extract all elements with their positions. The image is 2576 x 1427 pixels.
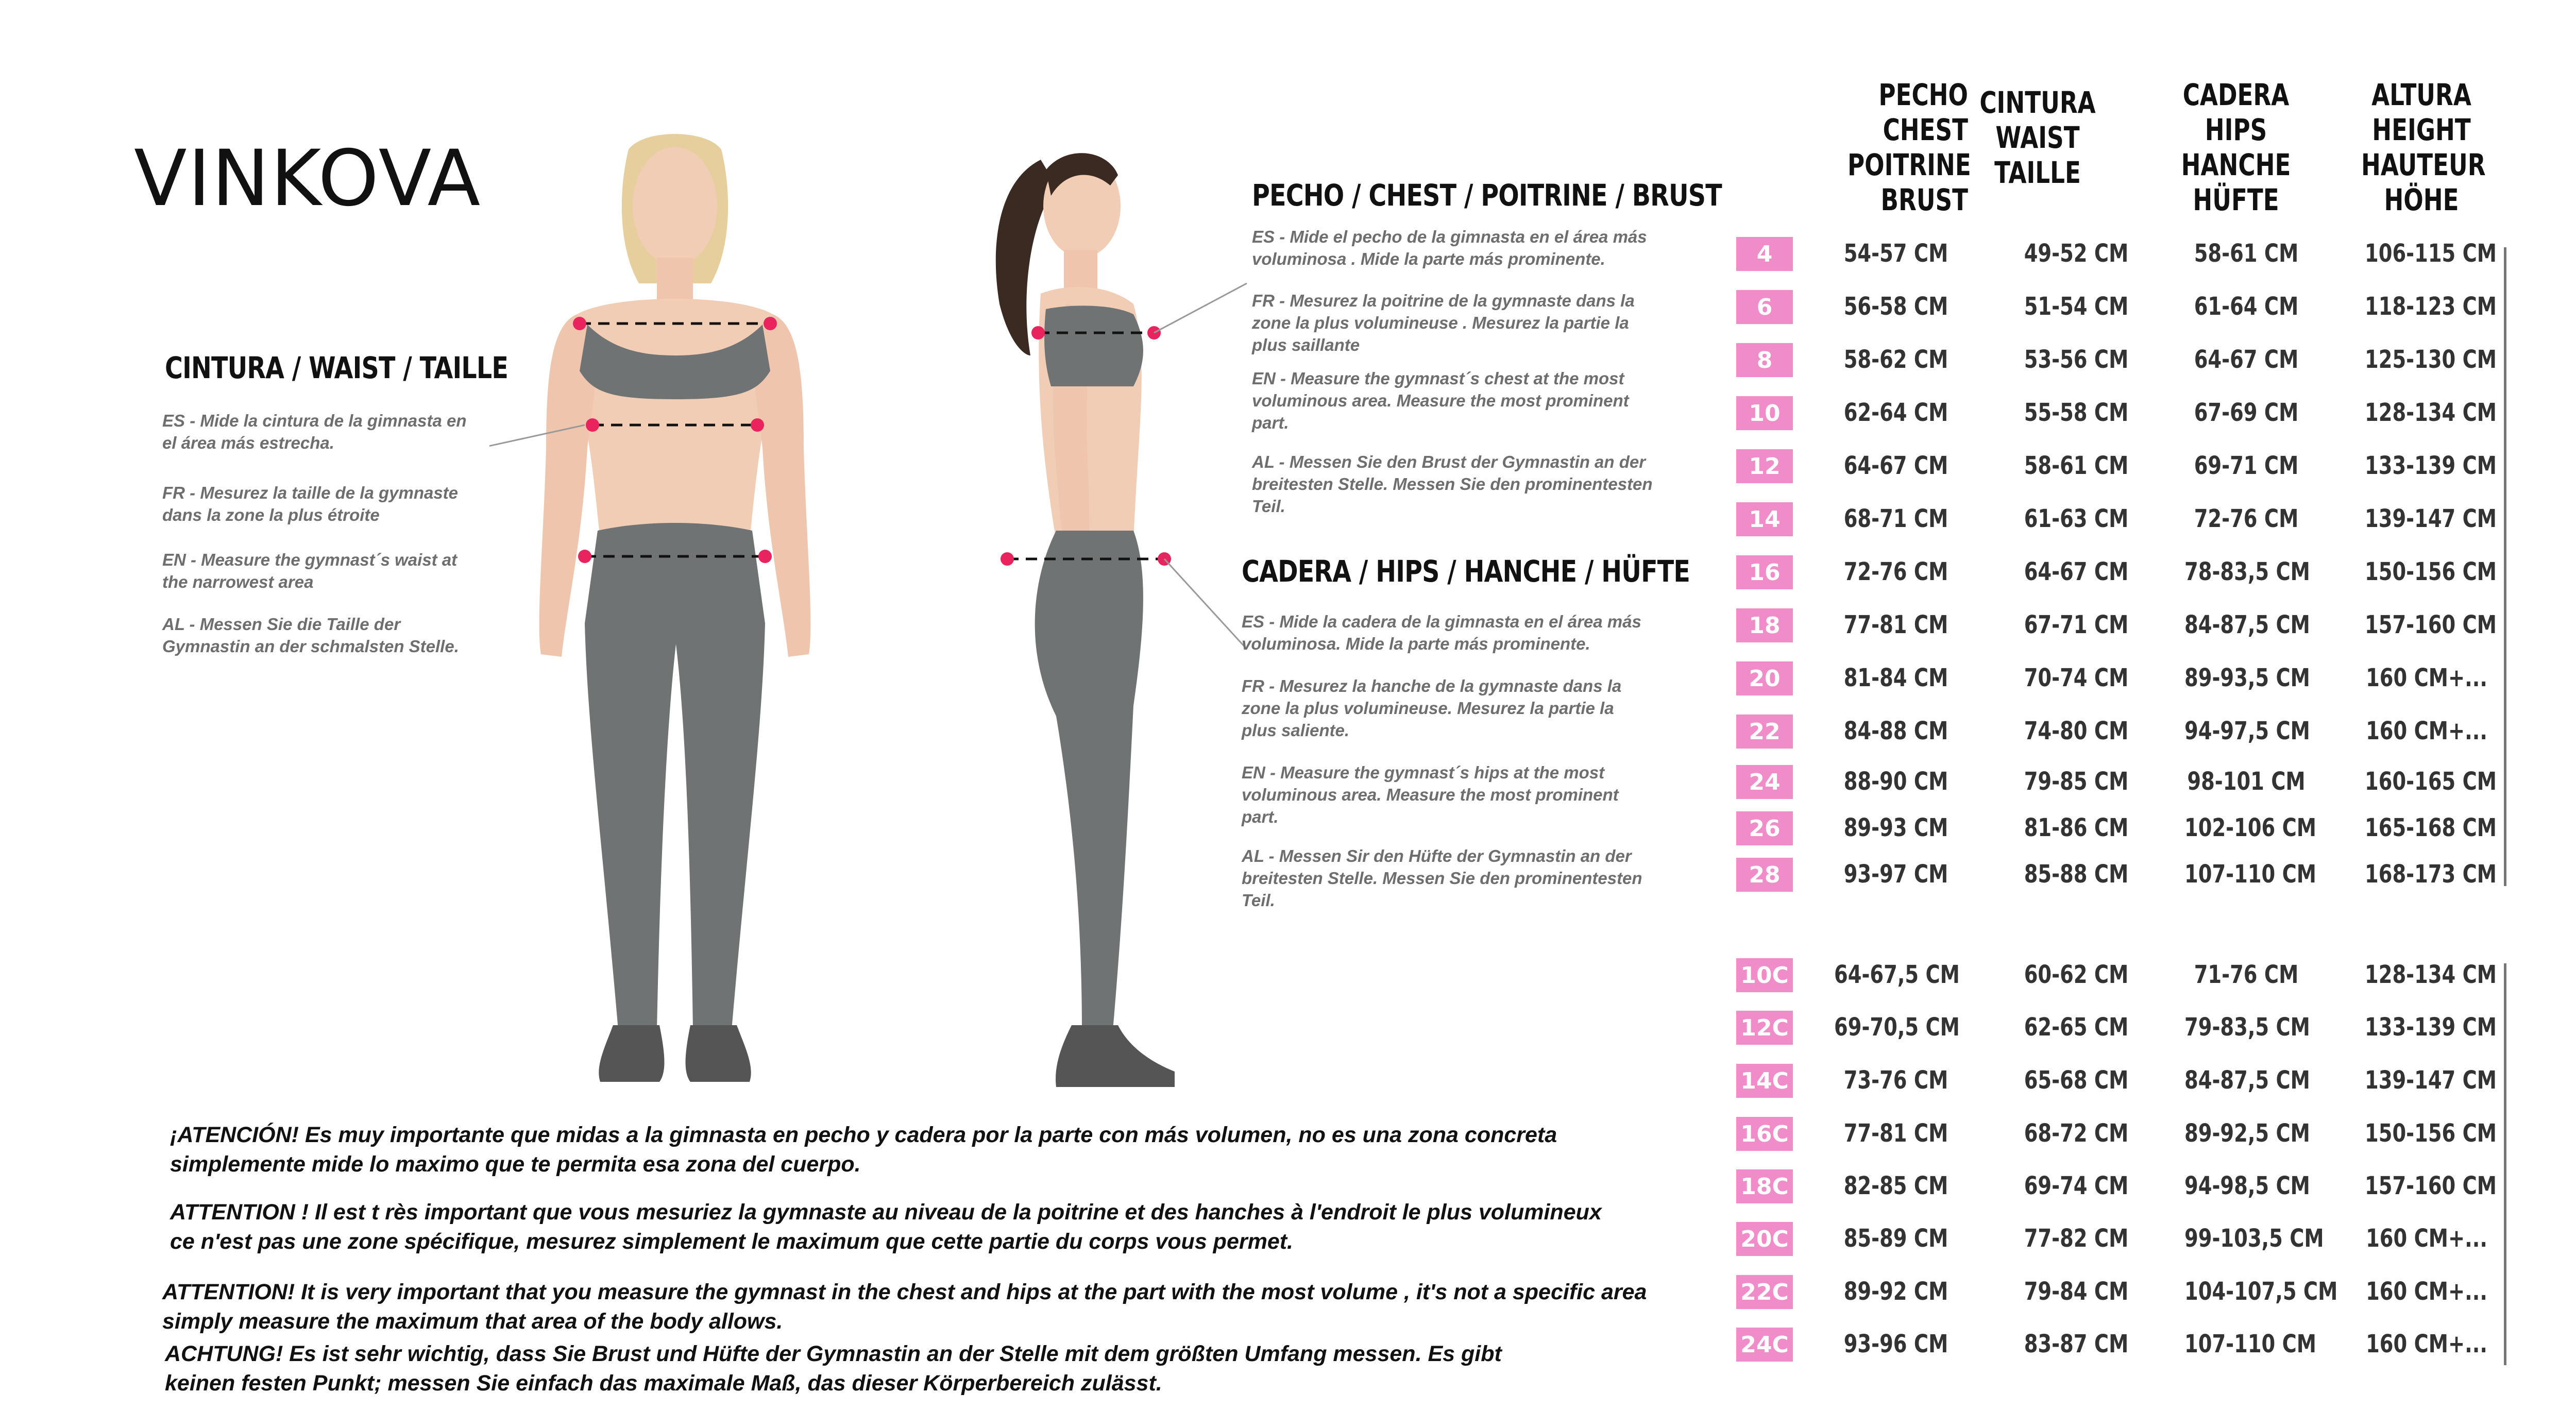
size-cell-height: 133-139 CM [2365, 451, 2497, 480]
header-height-en: HEIGHT [2372, 112, 2471, 147]
size-cell-height: 157-160 CM [2365, 1171, 2497, 1200]
front-waist-marker-left [586, 418, 599, 432]
size-cell-waist: 53-56 CM [2024, 345, 2129, 374]
size-cell-hips: 107-110 CM [2184, 1330, 2317, 1358]
size-cell-waist: 68-72 CM [2024, 1119, 2129, 1148]
table-rule-c-sizes [2504, 963, 2506, 1365]
size-cell-hips: 107-110 CM [2184, 860, 2317, 889]
table-rule-standard [2504, 247, 2506, 886]
hips-note-en: EN - Measure the gymnast´s hips at the most voluminous area. Measure the most prominent part. [1242, 763, 1619, 826]
size-cell-height: 160 CM+... [2366, 664, 2487, 692]
size-cell-height: 150-156 CM [2365, 557, 2497, 586]
size-cell-waist: 51-54 CM [2024, 292, 2129, 321]
size-cell-chest: 54-57 CM [1843, 239, 1948, 268]
size-cell-height: 128-134 CM [2365, 398, 2497, 427]
side-hip-marker-back [1001, 552, 1014, 566]
front-figure-leggings [585, 523, 765, 1030]
size-cell-chest: 72-76 CM [1843, 557, 1948, 586]
size-badge: 26 [1736, 811, 1793, 845]
chest-note-en: EN - Measure the gymnast´s chest at the most voluminous area. Measure the most prominent part. [1252, 369, 1629, 432]
size-cell-chest: 58-62 CM [1843, 345, 1948, 374]
size-cell-chest: 84-88 CM [1843, 717, 1948, 745]
hips-title: CADERA / HIPS / HANCHE / HÜFTE [1242, 554, 1690, 589]
header-height-es: ALTURA [2371, 77, 2471, 112]
front-hip-marker-left [578, 550, 591, 563]
size-cell-chest: 88-90 CM [1843, 767, 1948, 796]
size-badge: 6 [1736, 290, 1793, 324]
size-cell-waist: 55-58 CM [2024, 398, 2129, 427]
size-badge: 12 [1736, 449, 1793, 483]
size-badge: 10C [1736, 958, 1793, 992]
size-badge: 28 [1736, 858, 1793, 892]
side-figure-shoe [1056, 1025, 1175, 1087]
waist-note-en: EN - Measure the gymnast´s waist at the narrowest area [162, 550, 457, 591]
front-figure-torso [572, 299, 778, 541]
size-cell-hips: 69-71 CM [2194, 451, 2299, 480]
size-cell-chest: 64-67,5 CM [1834, 960, 1960, 989]
size-cell-hips: 84-87,5 CM [2184, 1066, 2310, 1095]
size-cell-height: 160-165 CM [2365, 767, 2497, 796]
size-cell-waist: 69-74 CM [2024, 1171, 2129, 1200]
brand-logo: VINKOVA [134, 134, 482, 224]
header-waist-es: CINTURA [1979, 85, 2096, 120]
chest-note-al: AL - Messen Sie den Brust der Gymnastin an der breitesten Stelle. Messen Sie den prominentesten Teil. [1252, 452, 1653, 516]
warning-fr: ATTENTION ! Il est t rès important que vous mesuriez la gymnaste au niveau de la poitrine et des hanches à l'endroit le plus volumineux ce n'est pas une zone spécifique, mesurez simplement le maximum que cette partie du corps vous permet. [170, 1200, 1602, 1254]
waist-note-fr: FR - Mesurez la taille de la gymnaste dans la zone la plus étroite [162, 483, 459, 524]
size-cell-height: 128-134 CM [2365, 960, 2497, 989]
size-cell-hips: 67-69 CM [2194, 398, 2299, 427]
front-figure-right-shoe [686, 1025, 751, 1082]
size-cell-height: 165-168 CM [2365, 813, 2497, 842]
size-cell-chest: 69-70,5 CM [1834, 1013, 1960, 1042]
waist-note-es: ES - Mide la cintura de la gimnasta en el área más estrecha. [162, 411, 467, 452]
header-hips-es: CADERA [2182, 77, 2290, 112]
header-waist [1953, 85, 2123, 190]
size-cell-waist: 60-62 CM [2024, 960, 2129, 989]
header-height [2344, 77, 2499, 217]
front-figure-illustration [489, 129, 860, 1108]
size-cell-hips: 58-61 CM [2194, 239, 2299, 268]
size-cell-height: 106-115 CM [2365, 239, 2497, 268]
front-figure-head [633, 147, 717, 265]
side-chest-marker-back [1031, 326, 1045, 339]
size-badge: 20C [1736, 1222, 1793, 1256]
front-figure-left-shoe [599, 1025, 664, 1082]
waist-title: CINTURA / WAIST / TAILLE [165, 350, 509, 385]
header-waist-fr: TAILLE [1994, 155, 2081, 190]
size-cell-height: 118-123 CM [2365, 292, 2497, 321]
size-cell-chest: 85-89 CM [1843, 1224, 1948, 1253]
header-hips-en: HIPS [2205, 112, 2267, 147]
warning-en: ATTENTION! It is very important that you measure the gymnast in the chest and hips at the part with the most volume , it's not a specific area simply measure the maximum that area of the body allows. [162, 1280, 1647, 1334]
size-badge: 24C [1736, 1328, 1793, 1362]
size-cell-chest: 56-58 CM [1843, 292, 1948, 321]
size-cell-hips: 64-67 CM [2194, 345, 2299, 374]
size-cell-chest: 62-64 CM [1843, 398, 1948, 427]
size-cell-chest: 81-84 CM [1843, 664, 1948, 692]
size-cell-height: 160 CM+... [2366, 1224, 2487, 1253]
size-cell-waist: 65-68 CM [2024, 1066, 2129, 1095]
size-cell-hips: 71-76 CM [2194, 960, 2299, 989]
size-cell-waist: 83-87 CM [2024, 1330, 2129, 1358]
size-cell-chest: 64-67 CM [1843, 451, 1948, 480]
size-cell-waist: 70-74 CM [2024, 664, 2129, 692]
size-badge: 8 [1736, 343, 1793, 377]
header-height-de: HÖHE [2384, 182, 2459, 217]
waist-note-al: AL - Messen Sie die Taille der Gymnastin an der schmalsten Stelle. [162, 615, 459, 656]
front-chest-marker-left [573, 317, 586, 330]
size-badge: 10 [1736, 396, 1793, 430]
front-waist-marker-right [751, 418, 764, 432]
size-cell-chest: 77-81 CM [1843, 610, 1948, 639]
size-cell-waist: 67-71 CM [2024, 610, 2129, 639]
header-chest-de: BRUST [1880, 182, 1968, 217]
size-cell-hips: 72-76 CM [2194, 504, 2299, 533]
size-cell-hips: 99-103,5 CM [2184, 1224, 2324, 1253]
warning-es: ¡ATENCIÓN! Es muy importante que midas a la gimnasta en pecho y cadera por la parte con más volumen, no es una zona concreta simplemente mide lo maximo que te permita esa zona del cuerpo. [170, 1123, 1557, 1177]
size-cell-hips: 84-87,5 CM [2184, 610, 2310, 639]
front-hip-marker-right [758, 550, 772, 563]
header-chest-fr: POITRINE [1848, 147, 1971, 182]
header-waist-en: WAIST [1995, 120, 2080, 155]
size-cell-height: 139-147 CM [2365, 1066, 2497, 1095]
size-badge: 14C [1736, 1064, 1793, 1098]
chest-pointer-line [1154, 283, 1247, 333]
size-cell-waist: 58-61 CM [2024, 451, 2129, 480]
hips-note-al: AL - Messen Sir den Hüfte der Gymnastin an der breitesten Stelle. Messen Sie den prominentesten Teil. [1242, 846, 1642, 910]
size-badge: 18C [1736, 1169, 1793, 1203]
size-cell-hips: 102-106 CM [2184, 813, 2317, 842]
size-cell-waist: 61-63 CM [2024, 504, 2129, 533]
size-cell-height: 133-139 CM [2365, 1013, 2497, 1042]
size-cell-chest: 93-96 CM [1843, 1330, 1948, 1358]
size-badge: 20 [1736, 661, 1793, 695]
size-cell-chest: 77-81 CM [1843, 1119, 1948, 1148]
size-cell-height: 125-130 CM [2365, 345, 2497, 374]
size-badge: 16 [1736, 555, 1793, 589]
size-badge: 4 [1736, 237, 1793, 271]
size-cell-hips: 98-101 CM [2187, 767, 2306, 796]
size-cell-waist: 85-88 CM [2024, 860, 2129, 889]
size-cell-waist: 62-65 CM [2024, 1013, 2129, 1042]
size-badge: 22C [1736, 1275, 1793, 1309]
chest-note-fr: FR - Mesurez la poitrine de la gymnaste dans la zone la plus volumineuse . Mesurez la partie la plus saillante [1252, 291, 1635, 354]
size-cell-height: 160 CM+... [2366, 1330, 2487, 1358]
front-figure-neck [657, 258, 693, 304]
size-badge: 24 [1736, 765, 1793, 799]
size-cell-waist: 79-84 CM [2024, 1277, 2129, 1306]
size-cell-hips: 61-64 CM [2194, 292, 2299, 321]
hips-note-fr: FR - Mesurez la hanche de la gymnaste dans la zone la plus volumineuse. Mesurez la partie la plus saliente. [1242, 676, 1622, 740]
size-cell-hips: 94-97,5 CM [2184, 717, 2310, 745]
size-cell-hips: 104-107,5 CM [2184, 1277, 2338, 1306]
size-badge: 18 [1736, 608, 1793, 642]
size-cell-hips: 89-93,5 CM [2184, 664, 2310, 692]
header-hips-fr: HANCHE [2181, 147, 2291, 182]
header-height-fr: HAUTEUR [2361, 147, 2486, 182]
size-cell-waist: 64-67 CM [2024, 557, 2129, 586]
size-cell-chest: 82-85 CM [1843, 1171, 1948, 1200]
size-cell-hips: 89-92,5 CM [2184, 1119, 2310, 1148]
size-badge: 14 [1736, 502, 1793, 536]
size-badge: 16C [1736, 1117, 1793, 1151]
size-cell-hips: 78-83,5 CM [2184, 557, 2310, 586]
header-hips [2159, 77, 2313, 217]
chest-title: PECHO / CHEST / POITRINE / BRUST [1252, 178, 1722, 213]
size-badge: 22 [1736, 715, 1793, 749]
size-cell-hips: 79-83,5 CM [2184, 1013, 2310, 1042]
side-figure-sports-bra [1044, 305, 1143, 386]
size-cell-chest: 89-92 CM [1843, 1277, 1948, 1306]
size-cell-chest: 73-76 CM [1843, 1066, 1948, 1095]
front-chest-marker-right [764, 317, 777, 330]
size-cell-waist: 49-52 CM [2024, 239, 2129, 268]
header-hips-de: HÜFTE [2193, 182, 2279, 217]
size-cell-chest: 68-71 CM [1843, 504, 1948, 533]
size-cell-waist: 77-82 CM [2024, 1224, 2129, 1253]
size-cell-waist: 81-86 CM [2024, 813, 2129, 842]
hips-note-es: ES - Mide la cadera de la gimnasta en el área más voluminosa. Mide la parte más prominente. [1242, 612, 1641, 653]
size-cell-height: 168-173 CM [2365, 860, 2497, 889]
header-chest-es: PECHO [1878, 77, 1968, 112]
warning-de: ACHTUNG! Es ist sehr wichtig, dass Sie Brust und Hüfte der Gymnastin an der Stelle mit dem größten Umfang messen. Es gibt keinen festen Punkt; messen Sie einfach das maximale Maß, das dieser Körperbereich zulässt. [165, 1341, 1502, 1396]
size-cell-height: 139-147 CM [2365, 504, 2497, 533]
size-cell-hips: 94-98,5 CM [2184, 1171, 2310, 1200]
side-figure-illustration [979, 139, 1267, 1108]
size-cell-height: 160 CM+... [2366, 717, 2487, 745]
header-chest-en: CHEST [1883, 112, 1968, 147]
size-cell-chest: 93-97 CM [1843, 860, 1948, 889]
size-cell-chest: 89-93 CM [1843, 813, 1948, 842]
chest-note-es: ES - Mide el pecho de la gimnasta en el área más voluminosa . Mide la parte más prominente. [1252, 227, 1647, 268]
hip-pointer-line [1164, 559, 1247, 649]
size-cell-height: 157-160 CM [2365, 610, 2497, 639]
side-figure-leggings [1035, 531, 1143, 1030]
header-chest [1814, 77, 1971, 217]
size-cell-height: 160 CM+... [2366, 1277, 2487, 1306]
size-cell-waist: 74-80 CM [2024, 717, 2129, 745]
size-badge: 12C [1736, 1011, 1793, 1045]
size-cell-height: 150-156 CM [2365, 1119, 2497, 1148]
size-cell-waist: 79-85 CM [2024, 767, 2129, 796]
